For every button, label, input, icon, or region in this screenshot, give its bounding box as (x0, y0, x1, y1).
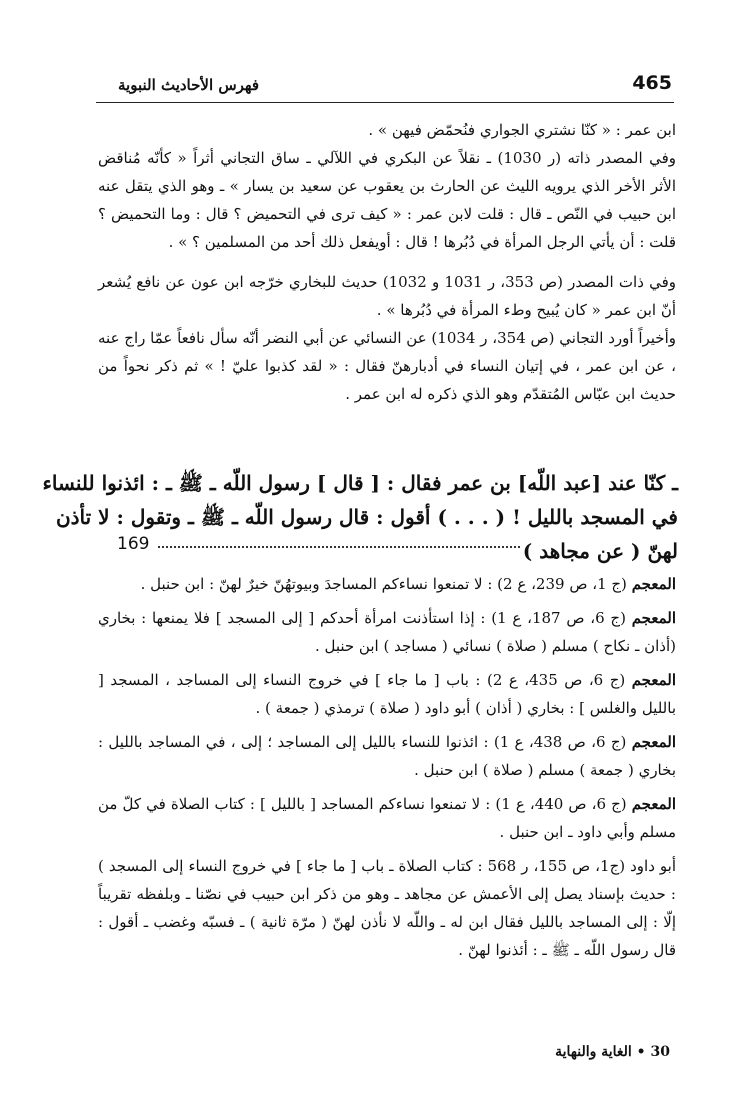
reference-1 (98, 570, 676, 598)
reference-text: (ج 1، ص 239، ع 2) : لا تمنعوا نساءكم المساجدَ وبيوتهُنّ خيرٌ لهنّ : ابن حنبل . (140, 575, 632, 593)
paragraph-2: وفي المصدر ذاته (ر 1030) ـ نقلاً عن البكري في اللآلي ـ ساق التجاني أثراً « كأنّه مُناقض الأثر الأخر الذي يرويه الليث عن الحارث بن يعقوب عن سعيد بن يسار » ـ وهو الذي يتقل عنه ابن حبيب في النّص ـ قال : قلت لابن عمر : « كيف ترى في التحميض ؟ قال : وما التحميض ؟ قلت : أن يأتي الرجل المرأة في دُبُرها ! قال : أويفعل ذلك أحد من المسلمين ؟ » . (98, 149, 676, 251)
reference-4 (98, 728, 676, 784)
hadith-reference-number: 169 (117, 534, 150, 554)
reference-6 (98, 852, 676, 964)
hadith-entry (42, 466, 678, 568)
reference-text: (ج 6، ص 440، ع 1) : لا تمنعوا نساءكم المساجد [ بالليل ] : كتاب الصلاة في كلّ من مسلم وأبي داود ـ ابن حنبل . (98, 795, 676, 841)
reference-text: (ج 6، ص 187، ع 1) : إذا استأذنت امرأة أحدكم [ إلى المسجد ] فلا يمنعها : بخاري (أذان ـ نكاح ) مسلم ( صلاة ) نسائي ( مساجد ) ابن حنبل . (98, 609, 676, 655)
paragraph-1: ابن عمر : « كنّا نشتري الجواري فنُحمّض فيهن » . (368, 121, 676, 139)
reference-label: المعجم (631, 795, 676, 813)
reference-label: المعجم (631, 609, 677, 627)
leader-dots (158, 546, 520, 548)
hadith-line-1: ـ كنّا عند [عبد اللّه] بن عمر فقال : [ قال ] رسول اللّه ـ ﷺ ـ : ائذنوا للنساء (42, 471, 678, 495)
page-number: 465 (632, 72, 672, 94)
hadith-line-2: في المسجد بالليل ! ( . . . ) أقول : قال رسول اللّه ـ ﷺ ـ وتقول : لا تأذن (55, 505, 678, 529)
hadith-line-3: لهنّ ( عن مجاهد ) (522, 539, 678, 563)
running-header-title: فهرس الأحاديث النبوية (118, 76, 260, 94)
reference-label: المعجم (631, 733, 677, 751)
reference-2 (98, 604, 676, 660)
reference-label: المعجم (631, 575, 676, 593)
reference-3 (98, 666, 676, 722)
reference-text: (ج 6، ص 435، ع 2) : باب [ ما جاء ] في خروج النساء إلى المساجد ، المسجد [ بالليل والغلس ] : بخاري ( أذان ) أبو داود ( صلاة ) ترمذي ( جمعة ) . (98, 671, 676, 717)
reference-label: المعجم (631, 671, 677, 689)
paragraph-4: وأخيراً أورد التجاني (ص 354، ر 1034) عن النسائي عن أبي النضر أنّه سأل نافعاً عمّا راج عنه ، عن ابن عمر ، في إتيان النساء في أدبارهنّ فقال : « لقد كذبوا عليّ ! » ثم ذكر نحواً من حديث ابن عبّاس المُتقدّم وهو الذي ذكره له ابن عمر . (98, 329, 676, 403)
header-rule (96, 102, 674, 103)
commentary-block (98, 116, 676, 408)
reference-text: (ج 6، ص 438، ع 1) : ائذنوا للنساء بالليل إلى المساجد ؛ إلى ، في المساجد بالليل : بخاري ( جمعة ) مسلم ( صلاة ) ابن حنبل . (98, 733, 676, 779)
reference-5 (98, 790, 676, 846)
reference-text: أبو داود (ج1، ص 155، ر 568 : كتاب الصلاة ـ باب [ ما جاء ] في خروج النساء إلى المسجد ) : حديث بإسناد يصل إلى الأعمش عن مجاهد ـ وهو من ذكر ابن حبيب في نصّنا ـ وبلفظه تقريباً إلّا : إلى المساجد بالليل فقال ابن له ـ واللّه لا نأذن لهنّ ( مرّة ثانية ) ـ فسبّه وغضب ـ أقول : قال رسول اللّه ـ ﷺ ـ : أئذنوا لهنّ . (98, 857, 676, 959)
paragraph-3: وفي ذات المصدر (ص 353، ر 1031 و 1032) حديث للبخاري خرّجه ابن عون عن نافع يُشعر أنّ ابن عمر « كان يُبيح وطء المرأة في دُبُرها » . (98, 273, 677, 319)
page-footer: 30 • الغاية والنهاية (555, 1044, 670, 1060)
references-block (98, 570, 676, 970)
